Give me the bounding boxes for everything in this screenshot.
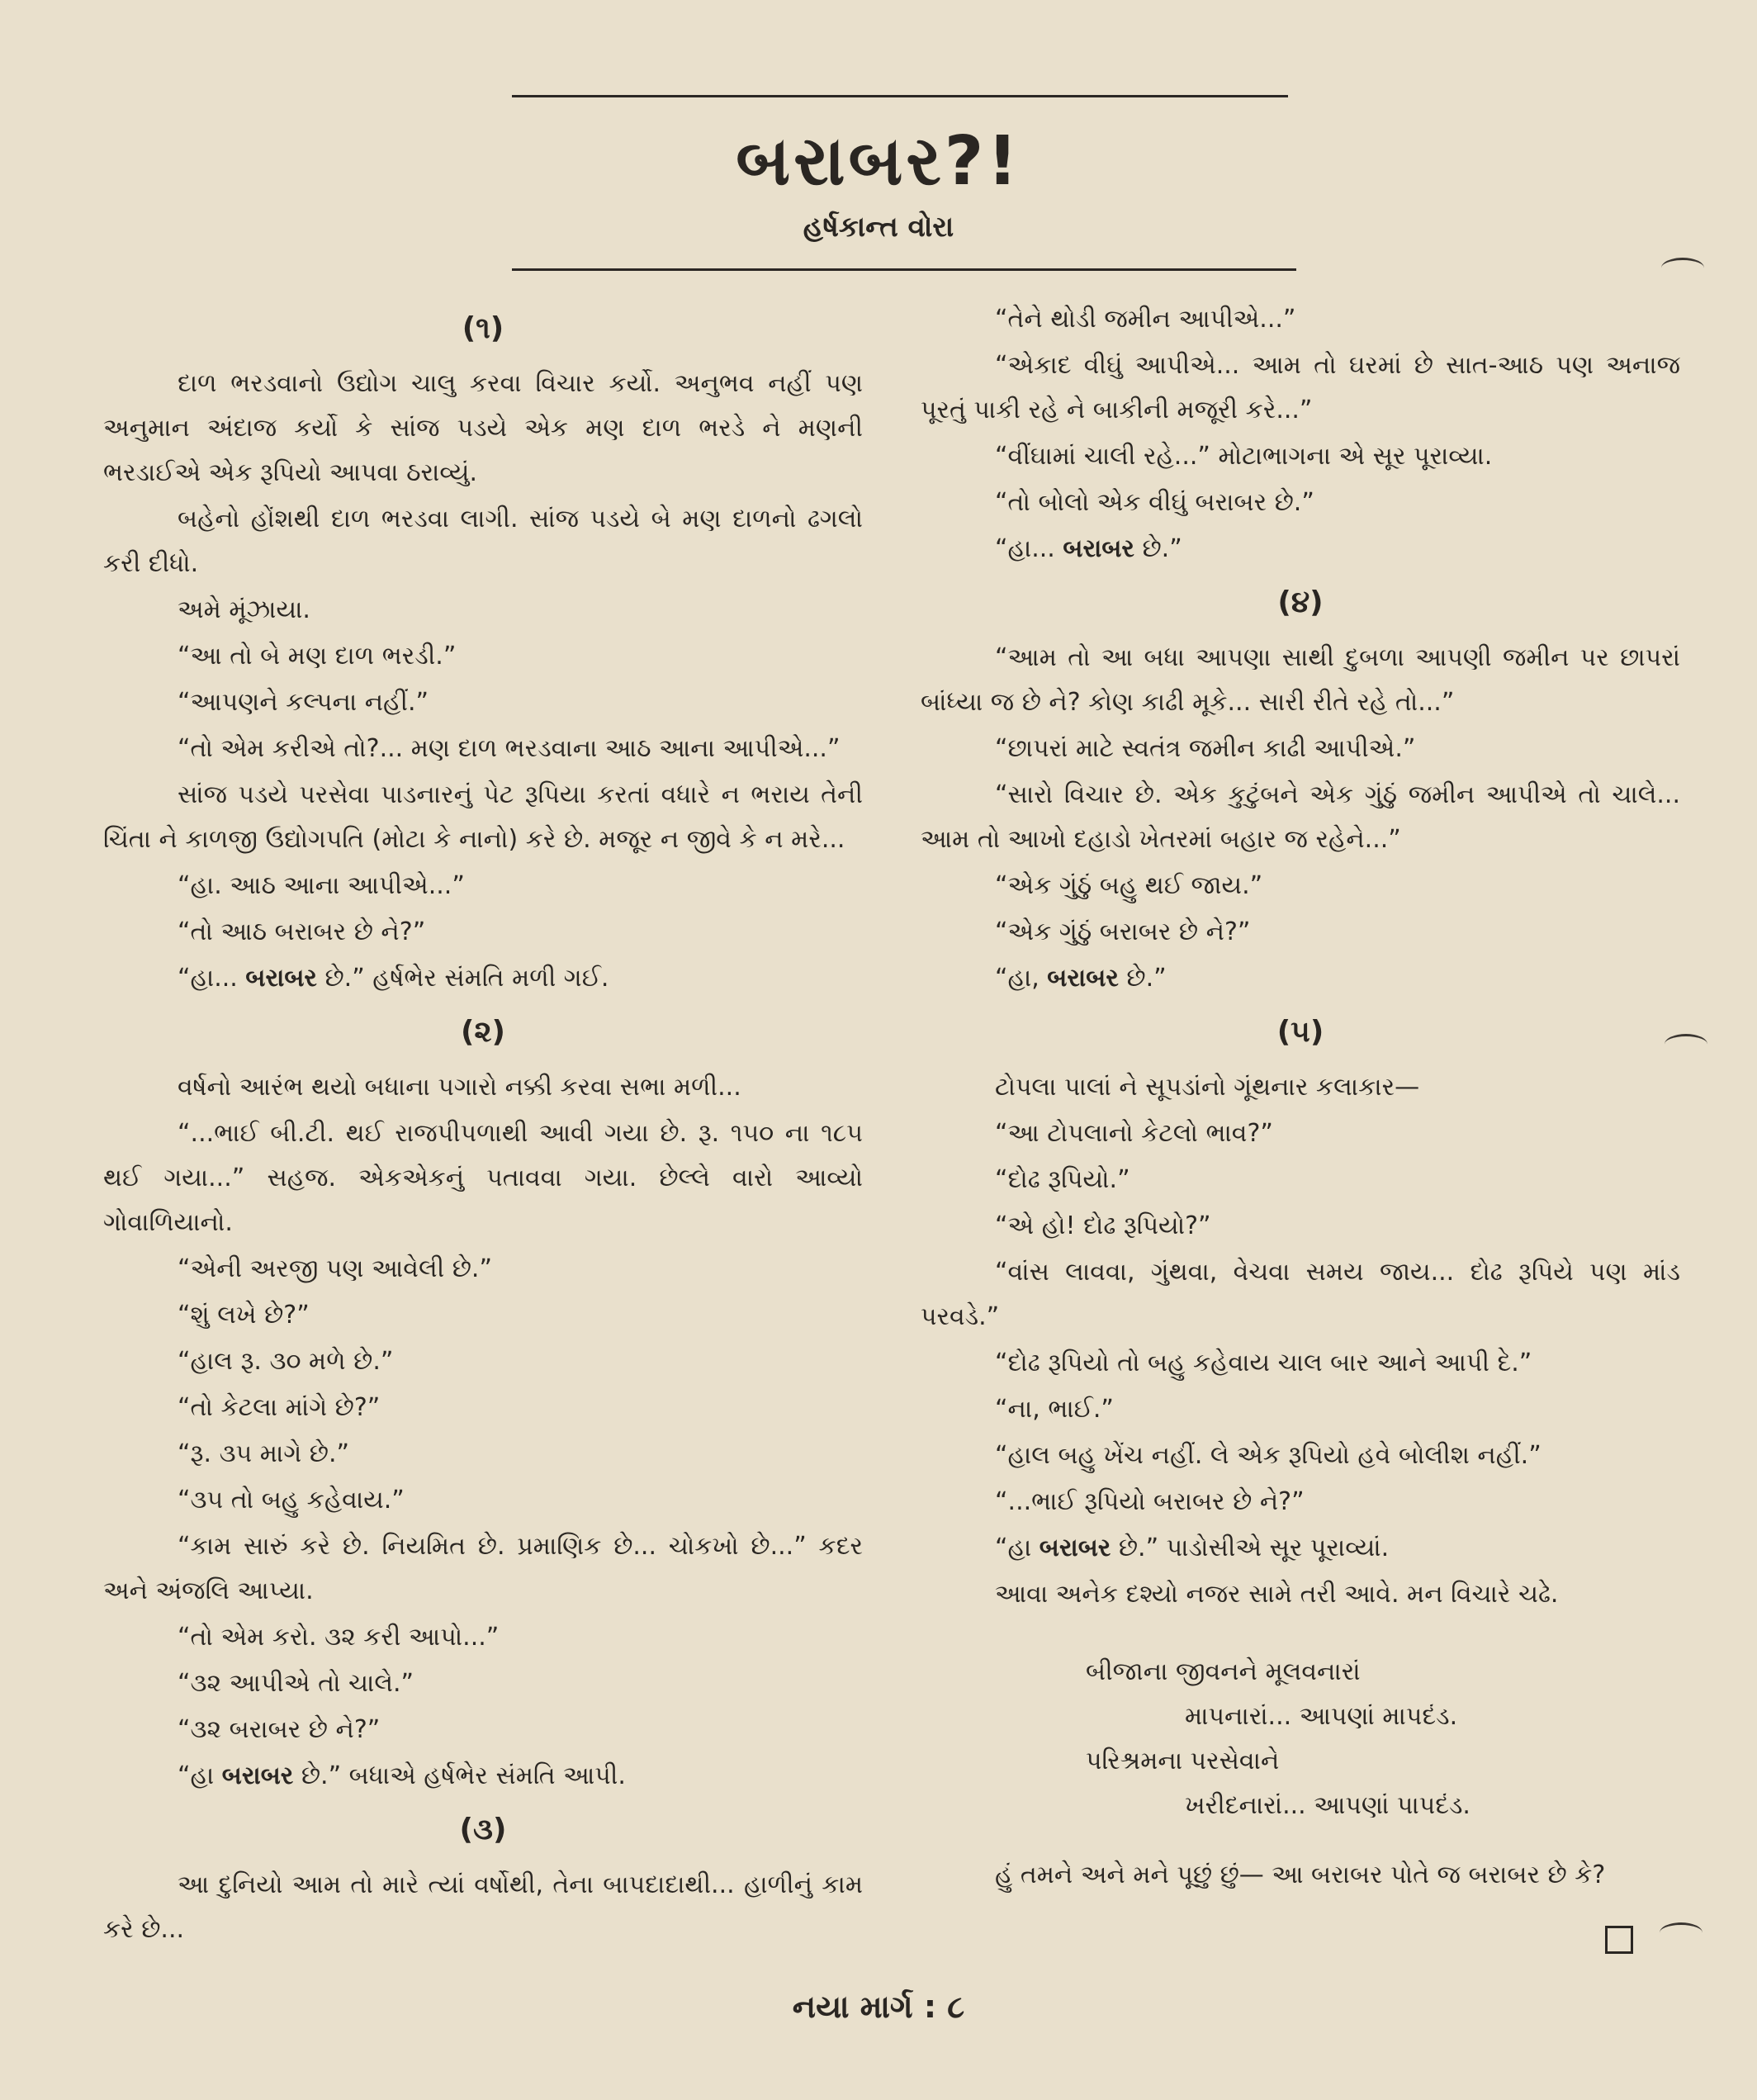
dialogue-line: “શું લખે છે?” (178, 1301, 310, 1330)
section-heading-1: (૧) (462, 311, 504, 345)
closing-paragraph: હું તમને અને મને પૂછું છું— આ બરાબર પોતે જ બરાબર છે કે? (995, 1861, 1606, 1889)
dialogue-line: “૩૨ આપીએ તો ચાલે.” (178, 1669, 414, 1698)
dialogue-line: “વાંસ લાવવા, ગુંથવા, વેચવા સમય જાય... દોઢ રૂપિયે પણ માંડ પરવડે.” (921, 1258, 1680, 1331)
verse-line: માપનારાં... આપણાં માપદંડ. (1185, 1702, 1458, 1731)
dialogue-line: “આ ટોપલાનો કેટલો ભાવ?” (995, 1119, 1273, 1148)
text-span: “હા (178, 1761, 222, 1790)
dialogue-line: “હાલ બહુ ખેંચ નહીં. લે એક રૂપિયો હવે બોલીશ નહીં.” (995, 1441, 1542, 1470)
dialogue-line: “આપણને કલ્પના નહીં.” (178, 688, 429, 717)
paragraph: સાંજ પડયે પરસેવા પાડનારનું પેટ રૂપિયા કરતાં વધારે ન ભરાય તેની ચિંતા ને કાળજી ઉદ્યોગપતિ (મોટા કે નાનો) કરે છે. મજૂર ન જીવે કે ન મરે... (103, 780, 863, 854)
dialogue-line: “૩૨ બરાબર છે ને?” (178, 1715, 381, 1744)
dialogue-line (921, 527, 1680, 571)
dialogue-line: “એકાદ વીઘું આપીએ... આમ તો ઘરમાં છે સાત-આઠ પણ અનાજ પૂરતું પાકી રહે ને બાકીની મજૂરી કરે...” (921, 351, 1680, 424)
dialogue-line (921, 1526, 1680, 1571)
text-span: “હા... (178, 964, 246, 993)
verse-line: પરિશ્રમના પરસેવાને (1086, 1747, 1280, 1775)
left-column (103, 297, 863, 1954)
paragraph: દાળ ભરડવાનો ઉદ્યોગ ચાલુ કરવા વિચાર કર્યો. અનુભવ નહીં પણ અનુમાન અંદાજ કર્યો કે સાંજ પડયે એક મણ દાળ ભરડે ને મણની ભરડાઈએ એક રૂપિયો આપવા ઠરાવ્યું. (103, 369, 863, 487)
article-author: હર્ષકાન્ત વોરા (803, 211, 954, 244)
dialogue-line: “તો એમ કરીએ તો?... મણ દાળ ભરડવાના આઠ આના આપીએ...” (178, 734, 841, 763)
dialogue-line: “સારો વિચાર છે. એક કુટુંબને એક ગુંઠું જમીન આપીએ તો ચાલે... આમ તો આખો દહાડો ખેતરમાં બહાર જ રહેને...” (921, 780, 1680, 854)
top-rule (512, 95, 1288, 97)
dialogue-line: “છાપરાં માટે સ્વતંત્ર જમીન કાઢી આપીએ.” (995, 734, 1416, 763)
section-heading-4: (૪) (1277, 585, 1324, 619)
verse-line: બીજાના જીવનને મૂલવનારાં (1086, 1657, 1361, 1686)
verse-line: ખરીદનારાં... આપણાં પાપદંડ. (1185, 1791, 1470, 1820)
punch-hole-mark (1661, 258, 1704, 278)
dialogue-line: “તેને થોડી જમીન આપીએ...” (995, 305, 1296, 334)
dialogue-line: “એ હો! દોઢ રૂપિયો?” (995, 1211, 1211, 1240)
section-heading-2: (૨) (460, 1015, 506, 1049)
dialogue-line (921, 956, 1680, 1001)
paragraph: આવા અનેક દશ્યો નજર સામે તરી આવે. મન વિચારે ચઢે. (995, 1580, 1559, 1609)
section-heading-3: (૩) (459, 1813, 507, 1846)
text-span: છે.” બધાએ હર્ષભેર સંમતિ આપી. (293, 1761, 626, 1790)
paragraph: બહેનો હોંશથી દાળ ભરડવા લાગી. સાંજ પડયે બે મણ દાળનો ઢગલો કરી દીધો. (103, 505, 863, 578)
dialogue-line: “૩૫ તો બહુ કહેવાય.” (178, 1486, 405, 1515)
text-span: “હા, (995, 964, 1048, 993)
paragraph: અમે મૂંઝાયા. (178, 595, 310, 624)
emphasis-word: બરાબર (1047, 964, 1119, 993)
end-mark-square (1605, 1926, 1633, 1954)
right-column (921, 297, 1680, 1899)
punch-hole-mark (1665, 1034, 1707, 1055)
dialogue-line: “તો બોલો એક વીઘું બરાબર છે.” (995, 488, 1314, 517)
dialogue-line: “રૂ. ૩૫ માગે છે.” (178, 1439, 350, 1468)
dialogue-line: “હા. આઠ આના આપીએ...” (178, 871, 465, 900)
verse-block (921, 1650, 1680, 1828)
title-bottom-rule (512, 268, 1296, 271)
text-span: છે.” પાડોસીએ સૂર પૂરાવ્યાં. (1111, 1534, 1390, 1562)
dialogue-line: “તો એમ કરો. ૩૨ કરી આપો...” (178, 1623, 500, 1652)
dialogue-line: “એક ગુંઠું બરાબર છે ને?” (995, 917, 1251, 946)
text-span: છે.” (1134, 534, 1182, 563)
dialogue-line: “કામ સારું કરે છે. નિયમિત છે. પ્રમાણિક છે... ચોકખો છે...” કદર અને અંજલિ આપ્યા. (103, 1532, 863, 1605)
dialogue-line: “હાલ રૂ. ૩૦ મળે છે.” (178, 1347, 394, 1376)
dialogue-line: “ના, ભાઈ.” (995, 1395, 1114, 1424)
paragraph: વર્ષનો આરંભ થયો બધાના પગારો નક્કી કરવા સભા મળી... (178, 1073, 741, 1102)
dialogue-line: “દોઢ રૂપિયો તો બહુ કહેવાય ચાલ બાર આને આપી દે.” (995, 1349, 1532, 1377)
dialogue-line: “આ તો બે મણ દાળ ભરડી.” (178, 642, 457, 671)
dialogue-line: “તો આઠ બરાબર છે ને?” (178, 917, 426, 946)
dialogue-line (103, 956, 863, 1001)
dialogue-line: “એની અરજી પણ આવેલી છે.” (178, 1254, 493, 1283)
section-heading-5: (૫) (1276, 1015, 1324, 1049)
text-span: છે.” (1118, 964, 1167, 993)
text-span: “હા... (995, 534, 1063, 563)
dialogue-line: “...ભાઈ રૂપિયો બરાબર છે ને?” (995, 1487, 1305, 1516)
text-span: છે.” હર્ષભેર સંમતિ મળી ગઈ. (316, 964, 609, 993)
dialogue-line: “...ભાઈ બી.ટી. થઈ રાજપીપળાથી આવી ગયા છે. રૂ. ૧૫૦ ના ૧૮૫ થઈ ગયા...” સહજ. એકએકનું પતાવવા ગયા. છેલ્લે વારો આવ્યો ગોવાળિયાનો. (103, 1119, 863, 1237)
dialogue-line: “આમ તો આ બધા આપણા સાથી દુબળા આપણી જમીન પર છાપરાં બાંધ્યા જ છે ને? કોણ કાઢી મૂકે... સારી રીતે રહે તો...” (921, 643, 1680, 717)
emphasis-word: બરાબર (245, 964, 317, 993)
paragraph: ટોપલા પાલાં ને સૂપડાંનો ગૂંથનાર કલાકાર— (995, 1073, 1420, 1102)
emphasis-word: બરાબર (221, 1761, 294, 1790)
emphasis-word: બરાબર (1063, 534, 1134, 563)
page-footer: નયા માર્ગ : ૮ (792, 1989, 965, 2025)
dialogue-line: “દોઢ રૂપિયો.” (995, 1165, 1130, 1194)
dialogue-line (103, 1754, 863, 1799)
article-title: બરાબર?! (736, 122, 1021, 201)
dialogue-line: “વીંઘામાં ચાલી રહે...” મોટાભાગના એ સૂર પૂરાવ્યા. (995, 442, 1493, 471)
dialogue-line: “એક ગુંઠું બહુ થઈ જાય.” (995, 871, 1263, 900)
text-span: “હા (995, 1534, 1040, 1562)
punch-hole-mark (1660, 1922, 1703, 1943)
paragraph: આ દુનિયો આમ તો મારે ત્યાં વર્ષોથી, તેના બાપદાદાથી... હાળીનું કામ કરે છે... (103, 1870, 863, 1944)
emphasis-word: બરાબર (1039, 1534, 1111, 1562)
dialogue-line: “તો કેટલા માંગે છે?” (178, 1393, 381, 1422)
